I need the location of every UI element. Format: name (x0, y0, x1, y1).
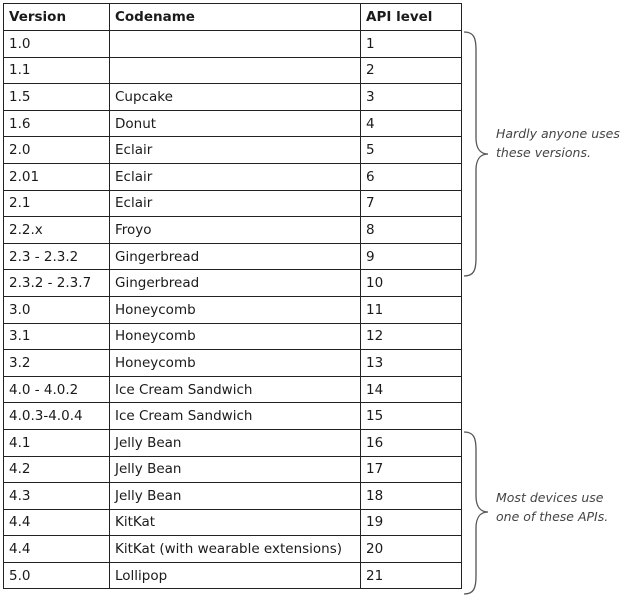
header-codename: Codename (110, 4, 361, 31)
api-level-cell: 4 (361, 110, 462, 137)
version-cell: 2.3.2 - 2.3.7 (4, 270, 110, 297)
table-row (4, 350, 462, 377)
codename-cell: KitKat (with wearable extensions) (110, 536, 361, 563)
version-cell: 3.0 (4, 296, 110, 323)
table-row (4, 296, 462, 323)
version-cell: 2.1 (4, 190, 110, 217)
table-row (4, 562, 462, 589)
api-level-cell: 13 (361, 350, 462, 377)
api-level-cell: 16 (361, 429, 462, 456)
version-cell: 2.3 - 2.3.2 (4, 243, 110, 270)
api-level-cell: 15 (361, 403, 462, 430)
api-level-cell: 5 (361, 137, 462, 164)
version-cell: 1.0 (4, 31, 110, 58)
api-level-cell: 19 (361, 509, 462, 536)
codename-cell: Gingerbread (110, 270, 361, 297)
version-cell: 3.2 (4, 350, 110, 377)
version-cell: 4.3 (4, 483, 110, 510)
table-row (4, 270, 462, 297)
old-versions-note (496, 124, 620, 162)
version-cell: 1.5 (4, 84, 110, 111)
version-cell: 5.0 (4, 562, 110, 589)
api-level-cell: 9 (361, 243, 462, 270)
table-row (4, 163, 462, 190)
api-level-cell: 21 (361, 562, 462, 589)
current-versions-note-line2: one of these APIs. (496, 509, 609, 524)
table-row (4, 429, 462, 456)
codename-cell (110, 57, 361, 84)
codename-cell: Cupcake (110, 84, 361, 111)
old-versions-note-line2: these versions. (496, 145, 591, 160)
table-row (4, 137, 462, 164)
api-level-cell: 14 (361, 376, 462, 403)
codename-cell: Ice Cream Sandwich (110, 376, 361, 403)
table-row (4, 217, 462, 244)
table-row (4, 84, 462, 111)
version-cell: 4.4 (4, 509, 110, 536)
table-row (4, 509, 462, 536)
codename-cell: Honeycomb (110, 323, 361, 350)
header-row (4, 4, 462, 31)
table-row (4, 536, 462, 563)
version-cell: 4.1 (4, 429, 110, 456)
api-level-cell: 8 (361, 217, 462, 244)
codename-cell: Jelly Bean (110, 483, 361, 510)
codename-cell: Eclair (110, 137, 361, 164)
codename-cell: KitKat (110, 509, 361, 536)
api-level-cell: 17 (361, 456, 462, 483)
codename-cell: Honeycomb (110, 296, 361, 323)
codename-cell: Froyo (110, 217, 361, 244)
codename-cell: Honeycomb (110, 350, 361, 377)
codename-cell (110, 31, 361, 58)
api-level-cell: 3 (361, 84, 462, 111)
version-cell: 2.0 (4, 137, 110, 164)
api-level-cell: 20 (361, 536, 462, 563)
table-row (4, 376, 462, 403)
version-cell: 4.2 (4, 456, 110, 483)
version-cell: 1.6 (4, 110, 110, 137)
header-api-level: API level (361, 4, 462, 31)
api-level-cell: 11 (361, 296, 462, 323)
current-versions-note (496, 488, 608, 526)
api-level-cell: 12 (361, 323, 462, 350)
table-row (4, 323, 462, 350)
version-cell: 4.4 (4, 536, 110, 563)
api-level-cell: 1 (361, 31, 462, 58)
codename-cell: Donut (110, 110, 361, 137)
codename-cell: Eclair (110, 190, 361, 217)
api-level-cell: 10 (361, 270, 462, 297)
version-cell: 1.1 (4, 57, 110, 84)
api-level-cell: 7 (361, 190, 462, 217)
table-row (4, 57, 462, 84)
version-cell: 4.0 - 4.0.2 (4, 376, 110, 403)
current-versions-note-line1: Most devices use (496, 490, 604, 505)
table-row (4, 110, 462, 137)
table-row (4, 31, 462, 58)
table-row (4, 483, 462, 510)
codename-cell: Eclair (110, 163, 361, 190)
version-cell: 2.2.x (4, 217, 110, 244)
version-cell: 4.0.3-4.0.4 (4, 403, 110, 430)
codename-cell: Jelly Bean (110, 429, 361, 456)
old-versions-brace (462, 30, 492, 278)
codename-cell: Lollipop (110, 562, 361, 589)
header-version: Version (4, 4, 110, 31)
version-cell: 2.01 (4, 163, 110, 190)
codename-cell: Ice Cream Sandwich (110, 403, 361, 430)
api-levels-table (3, 3, 462, 589)
current-versions-brace (462, 430, 492, 596)
api-level-cell: 18 (361, 483, 462, 510)
api-level-cell: 6 (361, 163, 462, 190)
table-row (4, 243, 462, 270)
old-versions-note-line1: Hardly anyone uses (496, 126, 620, 141)
codename-cell: Jelly Bean (110, 456, 361, 483)
table-row (4, 190, 462, 217)
table-row (4, 456, 462, 483)
codename-cell: Gingerbread (110, 243, 361, 270)
version-cell: 3.1 (4, 323, 110, 350)
table-row (4, 403, 462, 430)
api-level-cell: 2 (361, 57, 462, 84)
